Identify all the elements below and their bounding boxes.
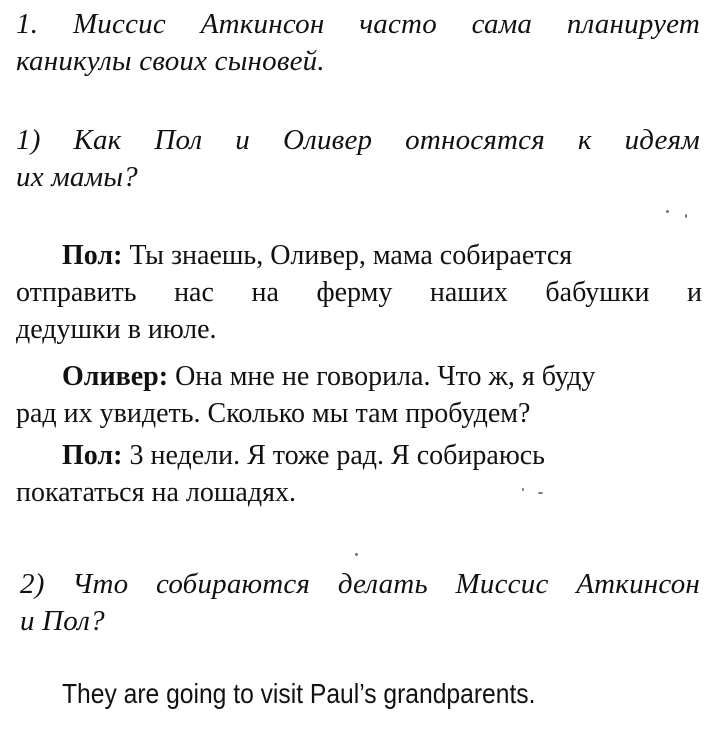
dialog-turn-oliver (16, 358, 702, 395)
scan-speck (685, 214, 687, 218)
task-prompt-line1: Миссис Аткинсон часто сама планирует (72, 8, 700, 40)
scan-speck (355, 553, 358, 556)
question-1-line1: Как Пол и Оливер относятся к идеям (73, 124, 700, 156)
dialog-text: покататься на лошадях. (16, 477, 296, 508)
dialog-turn-paul-2 (16, 437, 702, 474)
task-prompt-line2: каникулы своих сыновей. (16, 45, 325, 77)
question-1-line2: их мамы? (16, 161, 138, 193)
task-prompt (16, 6, 700, 80)
question-2-line1: Что собираются делать Миссис Аткинсон (72, 568, 700, 600)
speaker-name: Пол: (62, 240, 123, 271)
dialog (16, 237, 702, 511)
question-1 (16, 122, 700, 196)
question-2-number: 2) (20, 568, 45, 600)
dialog-text: отправить нас на ферму наших бабушки и (16, 277, 702, 308)
question-2-line2: и Пол? (20, 605, 105, 637)
dialog-text: Она мне не говорила. Что ж, я буду (168, 361, 596, 392)
dialog-turn-paul-1 (16, 237, 702, 274)
task-number: 1. (16, 8, 39, 40)
question-2 (20, 566, 700, 640)
answer-text: They are going to visit Paul’s grandparents. (62, 678, 536, 709)
dialog-line (16, 274, 702, 311)
speaker-name: Пол: (62, 440, 123, 471)
dialog-text: 3 недели. Я тоже рад. Я собираюсь (122, 440, 545, 471)
scan-speck (522, 488, 524, 491)
scan-speck (538, 492, 543, 494)
scan-speck (666, 210, 669, 213)
question-1-number: 1) (16, 124, 41, 156)
dialog-text: дедушки в июле. (16, 314, 217, 345)
dialog-text: Ты знаешь, Оливер, мама собирается (122, 240, 573, 271)
speaker-name: Оливер: (62, 361, 169, 392)
dialog-text: рад их увидеть. Сколько мы там пробудем? (16, 398, 531, 429)
